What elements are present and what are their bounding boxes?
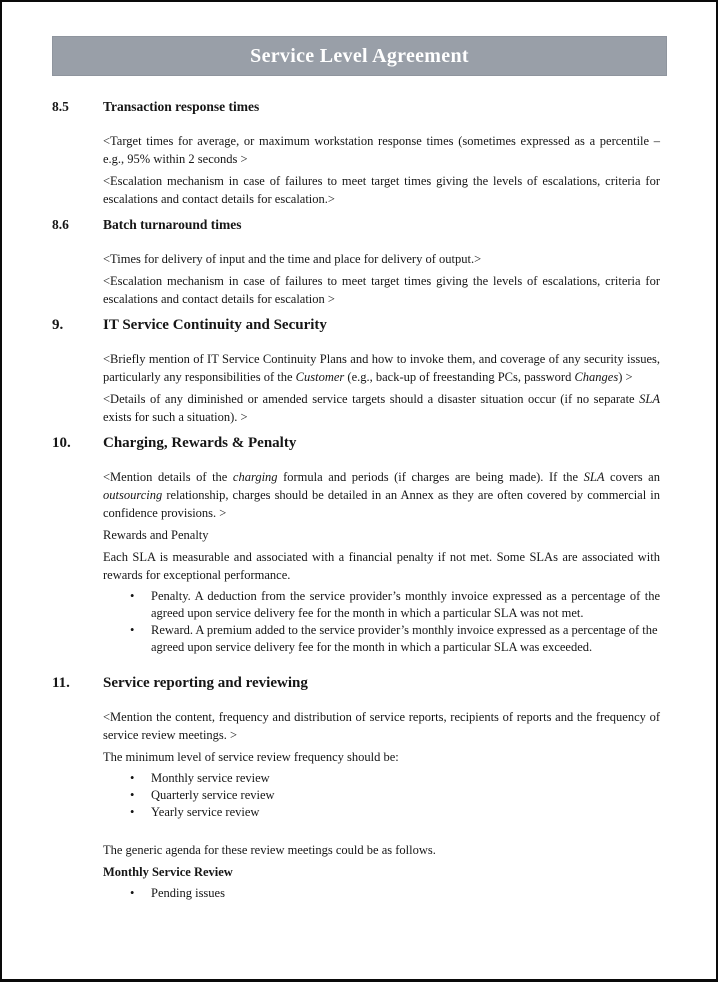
document-content [2, 76, 716, 902]
list-item: • Yearly service review [151, 804, 660, 821]
section-number: 9. [52, 317, 64, 333]
document-title: Service Level Agreement [250, 44, 469, 67]
section-number: 8.5 [52, 99, 69, 114]
paragraph: <Escalation mechanism in case of failures to meet target times giving the levels of escalations, criteria for escalations and contact details for escalation.> [103, 174, 660, 206]
paragraph: Each SLA is measurable and associated with a financial penalty if not met. Some SLAs are associated with rewards for exceptional performance. [103, 550, 660, 582]
section-heading-8-6 [52, 216, 660, 233]
paragraph: <Mention the content, frequency and distribution of service reports, recipients of reports and the frequency of service review meetings. > [103, 710, 660, 742]
list-item: • Monthly service review [151, 770, 660, 787]
section-heading-8-5 [52, 98, 660, 115]
section-heading-9 [52, 316, 660, 335]
paragraph: <Briefly mention of IT Service Continuity Plans and how to invoke them, and coverage of any security issues, particularly any responsibilities of the Customer (e.g., back-up of freestanding PCs, password Changes) > [103, 352, 660, 384]
section-title: Service reporting and reviewing [103, 675, 308, 691]
paragraph: <Target times for average, or maximum workstation response times (sometimes expressed as a percentile – e.g., 95% within 2 seconds > [103, 134, 660, 166]
section-heading-11 [52, 674, 660, 693]
document-title-bar [52, 36, 667, 76]
bullet-list [52, 885, 660, 902]
list-item: • Reward. A premium added to the service provider’s monthly invoice expressed as a percentage of the agreed upon service delivery fee for the month in which a particular SLA was exceeded. [151, 622, 660, 656]
bullet-list [52, 770, 660, 821]
paragraph: <Details of any diminished or amended service targets should a disaster situation occur (if no separate SLA exists for such a situation). > [103, 392, 660, 424]
section-title: Charging, Rewards & Penalty [103, 435, 297, 451]
paragraph: <Escalation mechanism in case of failures to meet target times giving the levels of escalations, criteria for escalations and contact details for escalation > [103, 274, 660, 306]
list-item: • Pending issues [151, 885, 660, 902]
paragraph: The minimum level of service review frequency should be: [103, 750, 399, 764]
blank-line [52, 825, 660, 841]
list-item: • Penalty. A deduction from the service provider’s monthly invoice expressed as a percentage of the agreed upon service delivery fee for the month in which a particular SLA was not met. [151, 588, 660, 622]
paragraph: The generic agenda for these review meetings could be as follows. [103, 843, 436, 857]
paragraph: <Mention details of the charging formula and periods (if charges are being made). If the SLA covers an outsourcing relationship, charges should be detailed in an Annex as they are often covered by commercial in confidence provisions. > [103, 470, 660, 520]
bullet-list [52, 588, 660, 656]
sub-heading-monthly-service-review: Monthly Service Review [103, 865, 233, 879]
section-number: 8.6 [52, 217, 69, 232]
section-number: 11. [52, 675, 70, 691]
list-item: • Quarterly service review [151, 787, 660, 804]
section-number: 10. [52, 435, 71, 451]
section-title: Transaction response times [103, 99, 260, 114]
section-title: IT Service Continuity and Security [103, 317, 327, 333]
section-heading-10 [52, 434, 660, 453]
paragraph: <Times for delivery of input and the time and place for delivery of output.> [103, 252, 482, 266]
paragraph: Rewards and Penalty [103, 528, 209, 542]
section-title: Batch turnaround times [103, 217, 242, 232]
